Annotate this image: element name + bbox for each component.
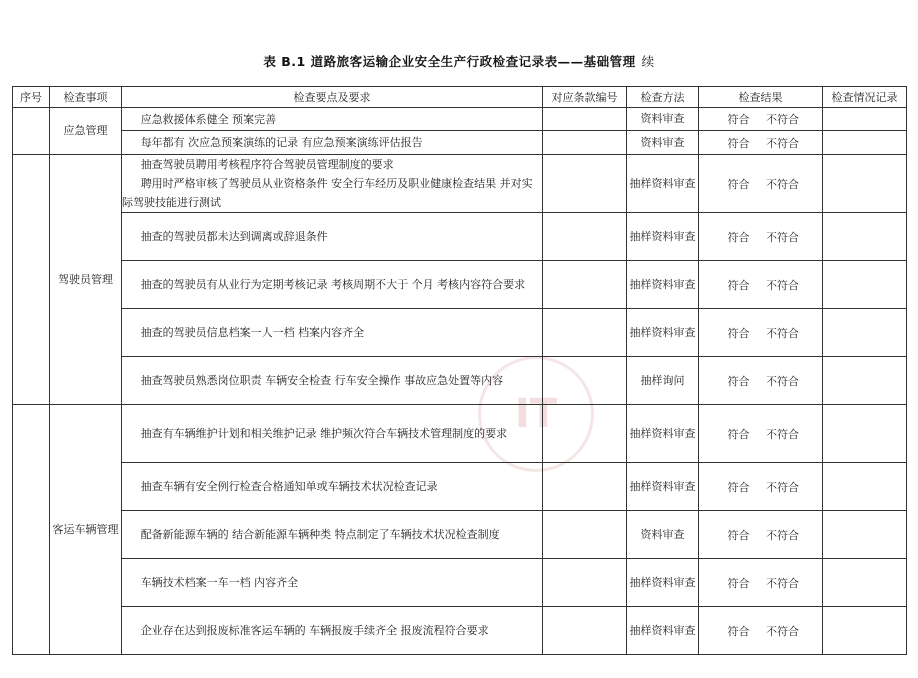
result-pass[interactable]: 符合 — [727, 374, 750, 388]
record-cell[interactable] — [823, 559, 907, 607]
clause-cell — [543, 108, 627, 131]
point-cell — [122, 108, 543, 131]
method-cell: 抽样资料审查 — [627, 607, 699, 655]
result-cell — [699, 213, 823, 261]
table-row — [13, 309, 907, 357]
method-cell: 资料审查 — [627, 131, 699, 155]
clause-cell — [543, 155, 627, 213]
header-result: 检查结果 — [699, 87, 823, 108]
method-cell: 抽样资料审查 — [627, 213, 699, 261]
result-fail[interactable]: 不符合 — [766, 374, 799, 388]
point-text: 企业存在达到报废标准客运车辆的 车辆报废手续齐全 报废流程符合要求 — [140, 624, 489, 637]
result-pass[interactable]: 符合 — [727, 624, 750, 638]
result-pass[interactable]: 符合 — [727, 278, 750, 292]
result-fail[interactable]: 不符合 — [766, 136, 799, 150]
table-title — [0, 52, 918, 70]
point-cell — [122, 261, 543, 309]
result-fail[interactable]: 不符合 — [766, 528, 799, 542]
method-cell: 抽样资料审查 — [627, 405, 699, 463]
seq-cell — [13, 155, 50, 405]
result-fail[interactable]: 不符合 — [766, 624, 799, 638]
point-cell — [122, 511, 543, 559]
title-text: 表 B.1 道路旅客运输企业安全生产行政检查记录表——基础管理 — [263, 54, 636, 69]
method-cell: 资料审查 — [627, 108, 699, 131]
record-cell[interactable] — [823, 511, 907, 559]
point-text: 抽查有车辆维护计划和相关维护记录 维护频次符合车辆技术管理制度的要求 — [140, 427, 508, 440]
header-row — [13, 87, 907, 108]
method-cell: 抽样资料审查 — [627, 309, 699, 357]
table-row — [13, 607, 907, 655]
point-cell — [122, 357, 543, 405]
result-cell — [699, 261, 823, 309]
table-row — [13, 131, 907, 155]
point-text: 配备新能源车辆的 结合新能源车辆种类 特点制定了车辆技术状况检查制度 — [140, 528, 500, 541]
result-pass[interactable]: 符合 — [727, 326, 750, 340]
result-cell — [699, 357, 823, 405]
category-cell: 应急管理 — [50, 108, 122, 155]
table-row — [13, 511, 907, 559]
method-cell: 抽样资料审查 — [627, 463, 699, 511]
header-method: 检查方法 — [627, 87, 699, 108]
header-record: 检查情况记录 — [823, 87, 907, 108]
result-fail[interactable]: 不符合 — [766, 427, 799, 441]
result-cell — [699, 155, 823, 213]
point-text: 应急救援体系健全 预案完善 — [140, 112, 277, 126]
seq-cell — [13, 108, 50, 155]
result-cell — [699, 511, 823, 559]
point-text: 抽查车辆有安全例行检查合格通知单或车辆技术状况检查记录 — [140, 480, 438, 493]
result-pass[interactable]: 符合 — [727, 136, 750, 150]
header-points: 检查要点及要求 — [122, 87, 543, 108]
result-fail[interactable]: 不符合 — [766, 278, 799, 292]
point-cell — [122, 463, 543, 511]
result-pass[interactable]: 符合 — [727, 177, 750, 191]
table-row — [13, 108, 907, 131]
record-cell[interactable] — [823, 607, 907, 655]
clause-cell — [543, 261, 627, 309]
point-cell — [122, 559, 543, 607]
result-fail[interactable]: 不符合 — [766, 177, 799, 191]
point-cell — [122, 309, 543, 357]
table-row — [13, 213, 907, 261]
record-cell[interactable] — [823, 309, 907, 357]
header-seq: 序号 — [13, 87, 50, 108]
record-cell[interactable] — [823, 131, 907, 155]
result-fail[interactable]: 不符合 — [766, 480, 799, 494]
watermark-text: IT — [514, 391, 558, 437]
clause-cell — [543, 511, 627, 559]
result-fail[interactable]: 不符合 — [766, 113, 799, 126]
category-cell: 客运车辆管理 — [50, 405, 122, 655]
header-clause: 对应条款编号 — [543, 87, 627, 108]
clause-cell — [543, 463, 627, 511]
clause-cell — [543, 131, 627, 155]
record-cell[interactable] — [823, 405, 907, 463]
result-cell — [699, 607, 823, 655]
record-cell[interactable] — [823, 463, 907, 511]
result-pass[interactable]: 符合 — [727, 113, 750, 126]
record-cell[interactable] — [823, 155, 907, 213]
point-text: 抽查驾驶员熟悉岗位职责 车辆安全检查 行车安全操作 事故应急处置等内容 — [140, 374, 504, 387]
record-cell[interactable] — [823, 108, 907, 131]
record-cell[interactable] — [823, 213, 907, 261]
result-cell — [699, 309, 823, 357]
result-pass[interactable]: 符合 — [727, 230, 750, 244]
table-row — [13, 261, 907, 309]
point-text: 每年都有 次应急预案演练的记录 有应急预案演练评估报告 — [140, 136, 423, 149]
record-cell[interactable] — [823, 357, 907, 405]
method-cell: 资料审查 — [627, 511, 699, 559]
result-cell — [699, 559, 823, 607]
point-text: 抽查的驾驶员有从业行为定期考核记录 考核周期不大于 个月 考核内容符合要求 — [140, 278, 526, 291]
method-cell: 抽样询问 — [627, 357, 699, 405]
title-continued: 续 — [641, 54, 655, 69]
clause-cell — [543, 559, 627, 607]
point-cell — [122, 155, 543, 213]
result-cell — [699, 108, 823, 131]
result-pass[interactable]: 符合 — [727, 480, 750, 494]
table-row — [13, 463, 907, 511]
result-cell — [699, 131, 823, 155]
clause-cell — [543, 309, 627, 357]
clause-cell — [543, 213, 627, 261]
table-row — [13, 405, 907, 463]
point-text: 抽查的驾驶员都未达到调离或辞退条件 — [140, 230, 328, 243]
result-cell — [699, 463, 823, 511]
table-row — [13, 357, 907, 405]
result-pass[interactable]: 符合 — [727, 576, 750, 590]
method-cell: 抽样资料审查 — [627, 559, 699, 607]
category-cell: 驾驶员管理 — [50, 155, 122, 405]
header-item: 检查事项 — [50, 87, 122, 108]
seq-cell — [13, 405, 50, 655]
method-cell: 抽样资料审查 — [627, 155, 699, 213]
result-fail[interactable]: 不符合 — [766, 230, 799, 244]
point-text: 车辆技术档案一车一档 内容齐全 — [140, 576, 299, 589]
result-fail[interactable]: 不符合 — [766, 326, 799, 340]
clause-cell — [543, 607, 627, 655]
result-pass[interactable]: 符合 — [727, 427, 750, 441]
table-row — [13, 559, 907, 607]
point-cell — [122, 213, 543, 261]
point-cell — [122, 607, 543, 655]
point-cell — [122, 405, 543, 463]
point-cell — [122, 131, 543, 155]
result-fail[interactable]: 不符合 — [766, 576, 799, 590]
clause-cell — [543, 357, 627, 405]
clause-cell — [543, 405, 627, 463]
point-text: 抽查的驾驶员信息档案一人一档 档案内容齐全 — [140, 326, 365, 339]
point-text: 聘用时严格审核了驾驶员从业资格条件 安全行车经历及职业健康检查结果 并对实际驾驶技能进行测试 — [122, 177, 533, 209]
record-cell[interactable] — [823, 261, 907, 309]
method-cell: 抽样资料审查 — [627, 261, 699, 309]
inspection-table — [12, 86, 907, 655]
result-cell — [699, 405, 823, 463]
result-pass[interactable]: 符合 — [727, 528, 750, 542]
table-row — [13, 155, 907, 213]
point-text: 抽查驾驶员聘用考核程序符合驾驶员管理制度的要求 — [140, 158, 394, 171]
